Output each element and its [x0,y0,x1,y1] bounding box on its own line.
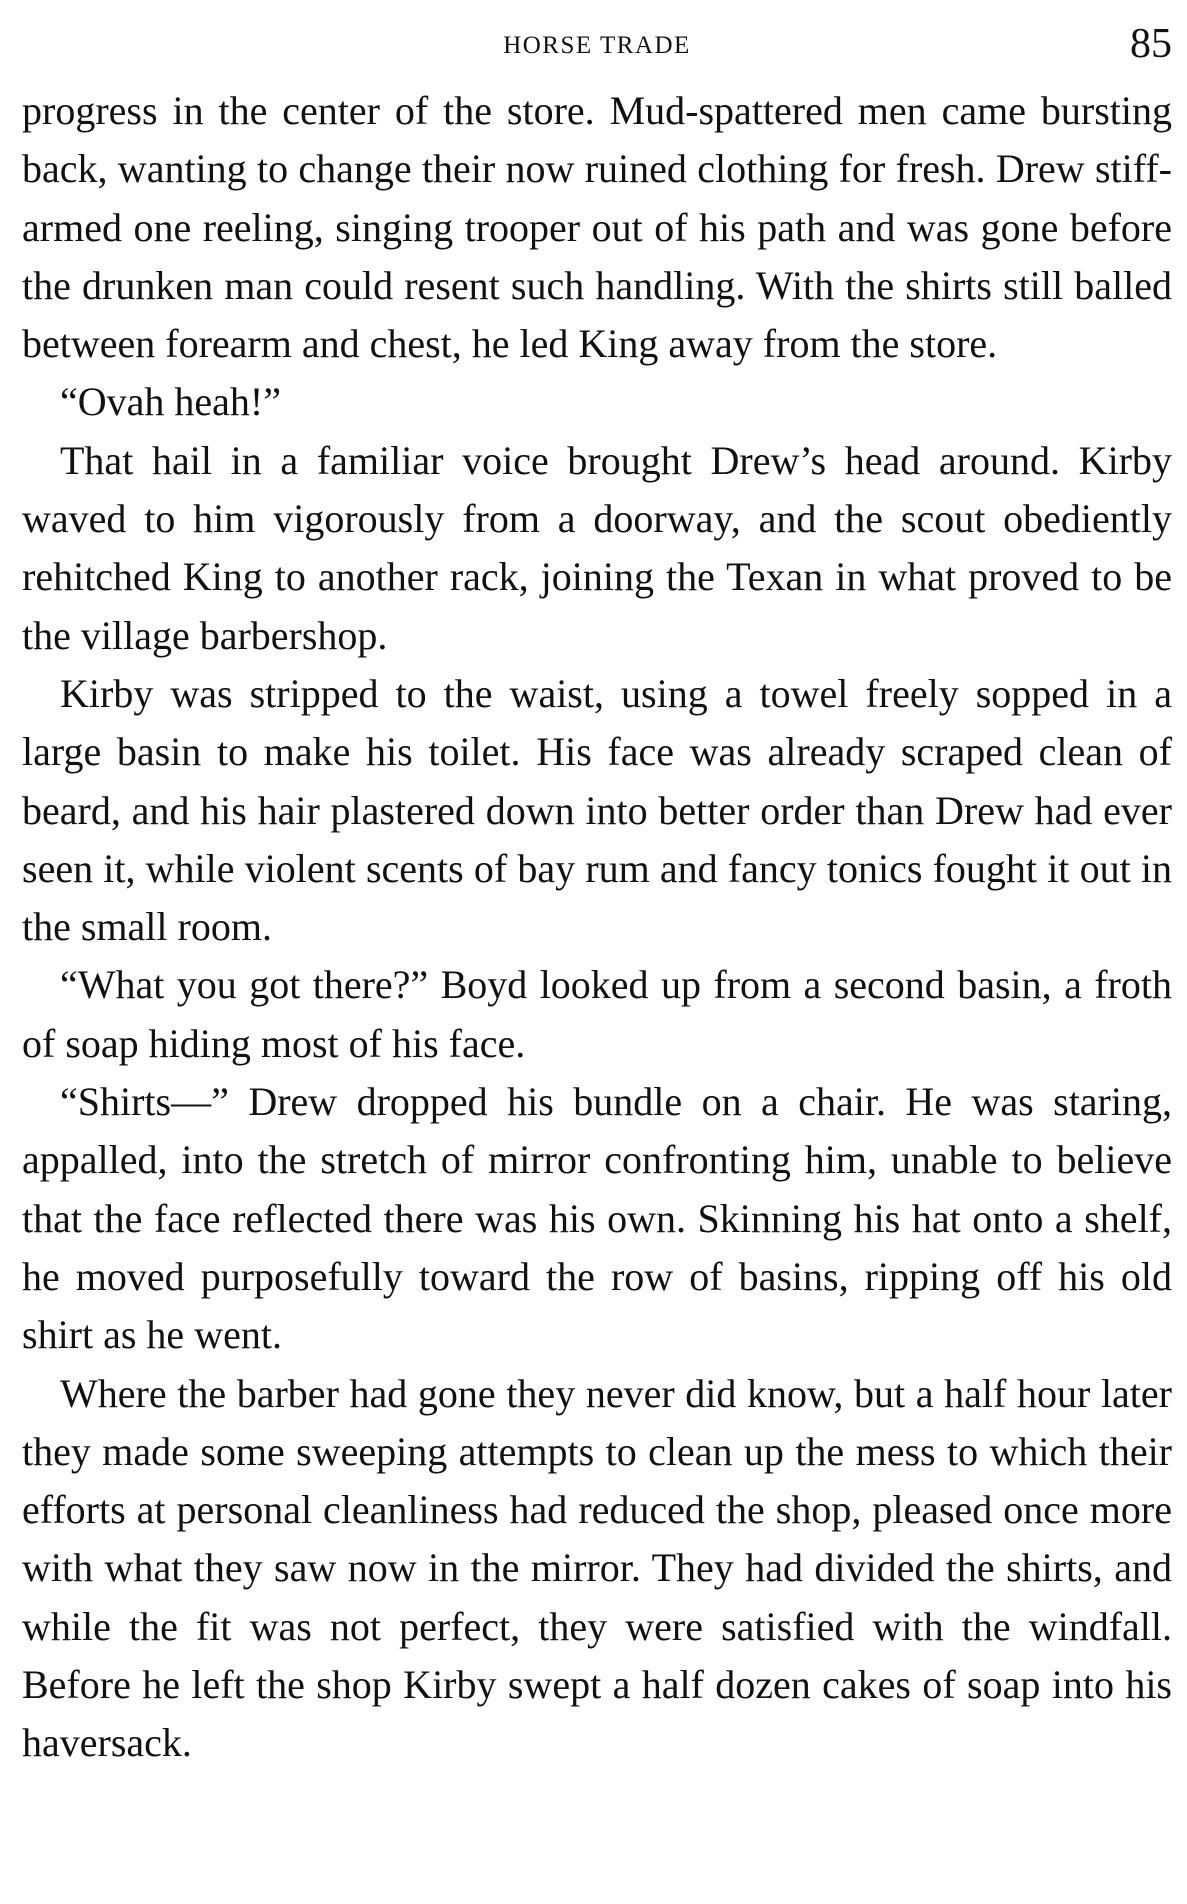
paragraph: Kirby was stripped to the waist, using a towel freely sopped in a large basin to make his toilet. His face was already scraped clean of beard, and his hair plastered down into better order than Drew had ever seen it, while violent scents of bay rum and fancy tonics fought it out in the small room. [22,670,1172,950]
paragraph: “Shirts—” Drew dropped his bundle on a chair. He was staring, appalled, into the stretch of mirror confronting him, unable to believe that the face reflected there was his own. Skinning his hat onto a shelf, he moved purposefully toward the row of basins, ripping off his old shirt as he went. [22,1079,1172,1358]
paragraph: Where the barber had gone they never did know, but a half hour later they made some sweeping attempts to clean up the mess to which their efforts at personal cleanliness had reduced the shop, pleased once more with what they saw now in the mirror. They had divided the shirts, and while the fit was not perfect, they were satisfied with the windfall. Before he left the shop Kirby swept a half dozen cakes of soap into his haversack. [22,1370,1172,1766]
page-number: 85 [1130,21,1172,67]
paragraph: “Ovah heah!” [60,379,281,425]
paragraph: “What you got there?” Boyd looked up from a second basin, a froth of soap hiding most of his face. [22,962,1172,1066]
running-head: HORSE TRADE [503,32,691,59]
paragraph: That hail in a familiar voice brought Drew’s head around. Kirby waved to him vigorously from a doorway, and the scout obediently rehitched King to another rack, joining the Texan in what proved to be the village barbershop. [22,437,1172,658]
body-text [22,82,1172,1773]
page-header [22,21,1172,74]
paragraph-continued: progress in the center of the store. Mud-spattered men came bursting back, wanting to change their now ruined clothing for fresh. Drew stiff-armed one reeling, singing trooper out of his path and was gone before the drunken man could resent such handling. With the shirts still balled between forearm and chest, he led King away from the store. [22,88,1172,367]
